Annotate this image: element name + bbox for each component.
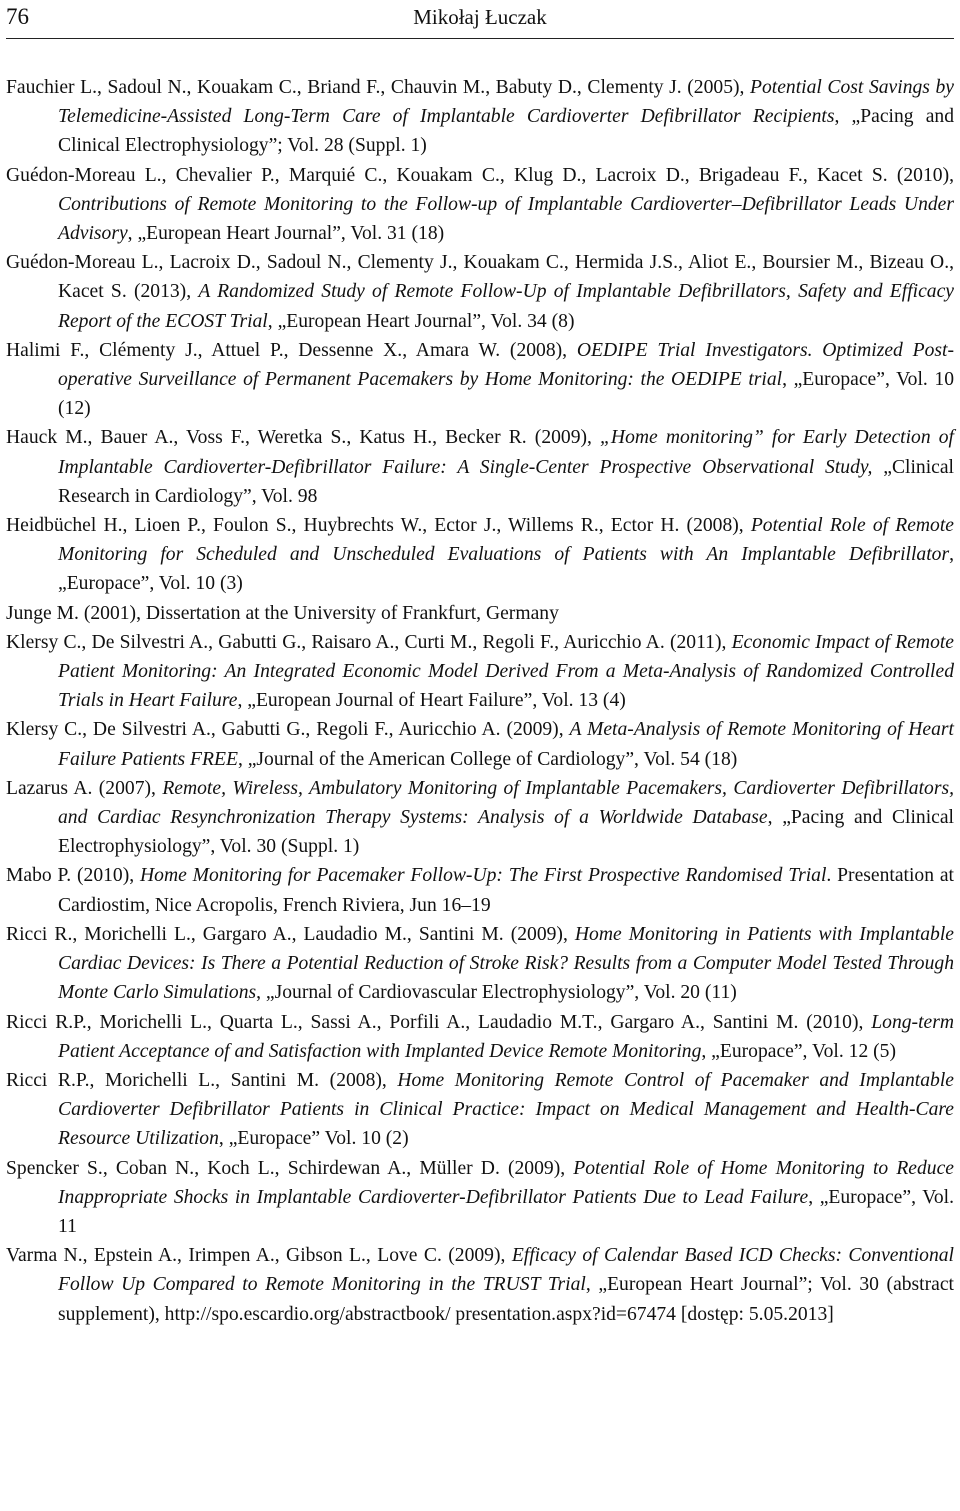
reference-source: , „Pacing and Clinical Electrophysiology”; Vol. 28 (Suppl. 1) (58, 106, 954, 157)
reference-title: Potential Cost Savings by Telemedicine-Assisted Long-Term Care of Implantable Cardioverter Defibrillator Recipients (58, 77, 954, 128)
running-head-author: Mikołaj Łuczak (413, 5, 547, 29)
reference-source: , „European Heart Journal”, Vol. 31 (18) (127, 223, 445, 245)
reference-source: , „European Heart Journal”, Vol. 34 (8) (267, 310, 575, 332)
reference-source: , „European Journal of Heart Failure”, Vol. 13 (4) (237, 690, 626, 712)
reference-authors: Ricci R.P., Morichelli L., Quarta L., Sassi A., Porfili A., Laudadio M.T., Gargaro A., Santini M. (2010), (6, 1011, 872, 1033)
reference-authors: Klersy C., De Silvestri A., Gabutti G., Regoli F., Auricchio A. (2009), (6, 719, 570, 741)
page-number: 76 (6, 4, 29, 29)
reference-authors: Ricci R., Morichelli L., Gargaro A., Laudadio M., Santini M. (2009), (6, 923, 575, 945)
reference-title: Long-term Patient Acceptance of and Satisfaction with Implanted Device Remote Monitoring (58, 1011, 954, 1062)
reference-source: , „Europace”, Vol. 11 (58, 1186, 954, 1237)
reference-entry (6, 920, 954, 1008)
reference-authors: Guédon-Moreau L., Lacroix D., Sadoul N., Clementy J., Kouakam C., Hermida J.S., Aliot E., Boursier M., Bizeau O., Kacet S. (2013), (6, 252, 954, 303)
reference-entry (6, 1241, 954, 1329)
reference-source: , „Europace”, Vol. 10 (12) (58, 369, 954, 420)
reference-source: . Presentation at Cardiostim, Nice Acropolis, French Riviera, Jun 16–19 (58, 865, 954, 916)
reference-authors: Spencker S., Coban N., Koch L., Schirdewan A., Müller D. (2009), (6, 1157, 574, 1179)
page-header (6, 0, 954, 39)
reference-entry (6, 423, 954, 511)
reference-entry (6, 248, 954, 336)
reference-entry (6, 1008, 954, 1066)
reference-authors: Mabo P. (2010), (6, 865, 140, 887)
reference-entry (6, 861, 954, 919)
reference-entry (6, 628, 954, 716)
reference-title: Home Monitoring in Patients with Implantable Cardiac Devices: Is There a Potential Reduction of Stroke Risk? Results from a Computer Model Tested Through Monte Carlo Simulations (58, 923, 954, 1004)
reference-authors: Klersy C., De Silvestri A., Gabutti G., Raisaro A., Curti M., Regoli F., Auricchio A. (2011), (6, 631, 732, 653)
reference-title: Home Monitoring Remote Control of Pacemaker and Implantable Cardioverter Defibrillator Patients in Clinical Practice: Impact on Medical Management and Health-Care Resource Utilization (58, 1069, 954, 1150)
reference-source: , „Europace”, Vol. 12 (5) (701, 1040, 896, 1062)
reference-authors: Heidbüchel H., Lioen P., Foulon S., Huybrechts W., Ector J., Willems R., Ector H. (2008), (6, 515, 751, 537)
reference-authors: Halimi F., Clémenty J., Attuel P., Dessenne X., Amara W. (2008), (6, 339, 577, 361)
reference-source: „Clinical Research in Cardiology”, Vol. 98 (58, 456, 954, 507)
reference-title: A Meta-Analysis of Remote Monitoring of Heart Failure Patients FREE (58, 719, 954, 770)
reference-entry (6, 599, 954, 628)
reference-source: , „European Heart Journal”; Vol. 30 (abstract supplement), http://spo.escardio.org/abstractbook/ presentation.aspx?id=67474 [dostęp: 5.05.2013] (58, 1274, 954, 1325)
reference-title: Potential Role of Home Monitoring to Reduce Inappropriate Shocks in Implantable Cardioverter-Defibrillator Patients Due to Lead Failure (58, 1157, 954, 1208)
reference-entry (6, 715, 954, 773)
reference-entry (6, 336, 954, 424)
reference-source: , „Europace”, Vol. 10 (3) (58, 544, 954, 595)
reference-title: Efficacy of Calendar Based ICD Checks: Conventional Follow Up Compared to Remote Monitoring in the TRUST Trial (58, 1245, 954, 1296)
reference-entry (6, 1154, 954, 1242)
reference-authors: Junge M. (2001), Dissertation at the University of Frankfurt, Germany (6, 602, 559, 624)
reference-list (6, 73, 954, 1329)
reference-entry (6, 161, 954, 249)
reference-authors: Fauchier L., Sadoul N., Kouakam C., Briand F., Chauvin M., Babuty D., Clementy J. (2005), (6, 77, 751, 98)
reference-entry (6, 73, 954, 161)
reference-authors: Guédon-Moreau L., Chevalier P., Marquié C., Kouakam C., Klug D., Lacroix D., Brigadeau F., Kacet S. (2010), (6, 164, 954, 186)
reference-title: Remote, Wireless, Ambulatory Monitoring of Implantable Pacemakers, Cardioverter Defibrillators, and Cardiac Resynchronization Therapy Systems: Analysis of a Worldwide Database (58, 777, 954, 829)
reference-source: , „Journal of Cardiovascular Electrophysiology”, Vol. 20 (11) (256, 982, 737, 1004)
reference-title: „Home monitoring” for Early Detection of Implantable Cardioverter-Defibrillator Failure: A Single-Center Prospective Observational Study, (58, 427, 954, 478)
reference-source: , „Journal of the American College of Cardiology”, Vol. 54 (18) (237, 748, 738, 770)
reference-title: Home Monitoring for Pacemaker Follow-Up: The First Prospective Randomised Trial (140, 865, 827, 887)
reference-title: A Randomized Study of Remote Follow-Up of Implantable Defibrillators, Safety and Efficacy Report of the ECOST Trial (58, 281, 954, 332)
reference-authors: Varma N., Epstein A., Irimpen A., Gibson L., Love C. (2009), (6, 1245, 512, 1267)
reference-title: Contributions of Remote Monitoring to the Follow-up of Implantable Cardioverter–Defibrillator Leads Under Advisory (58, 193, 954, 245)
reference-entry (6, 774, 954, 862)
reference-entry (6, 511, 954, 599)
reference-authors: Ricci R.P., Morichelli L., Santini M. (2008), (6, 1069, 398, 1091)
reference-source: , „Europace” Vol. 10 (2) (218, 1128, 409, 1150)
reference-title: OEDIPE Trial Investigators. Optimized Post-operative Surveillance of Permanent Pacemakers by Home Monitoring: the OEDIPE trial (58, 339, 954, 391)
reference-entry (6, 1066, 954, 1154)
reference-title: Potential Role of Remote Monitoring for Scheduled and Unscheduled Evaluations of Patients with An Implantable Defibrillator (58, 515, 954, 566)
reference-authors: Lazarus A. (2007), (6, 777, 163, 799)
reference-title: Economic Impact of Remote Patient Monitoring: An Integrated Economic Model Derived From a Meta-Analysis of Randomized Controlled Trials in Heart Failure (58, 631, 954, 712)
reference-source: , „Pacing and Clinical Electrophysiology”, Vol. 30 (Suppl. 1) (58, 807, 954, 858)
reference-authors: Hauck M., Bauer A., Voss F., Weretka S., Katus H., Becker R. (2009), (6, 427, 601, 449)
